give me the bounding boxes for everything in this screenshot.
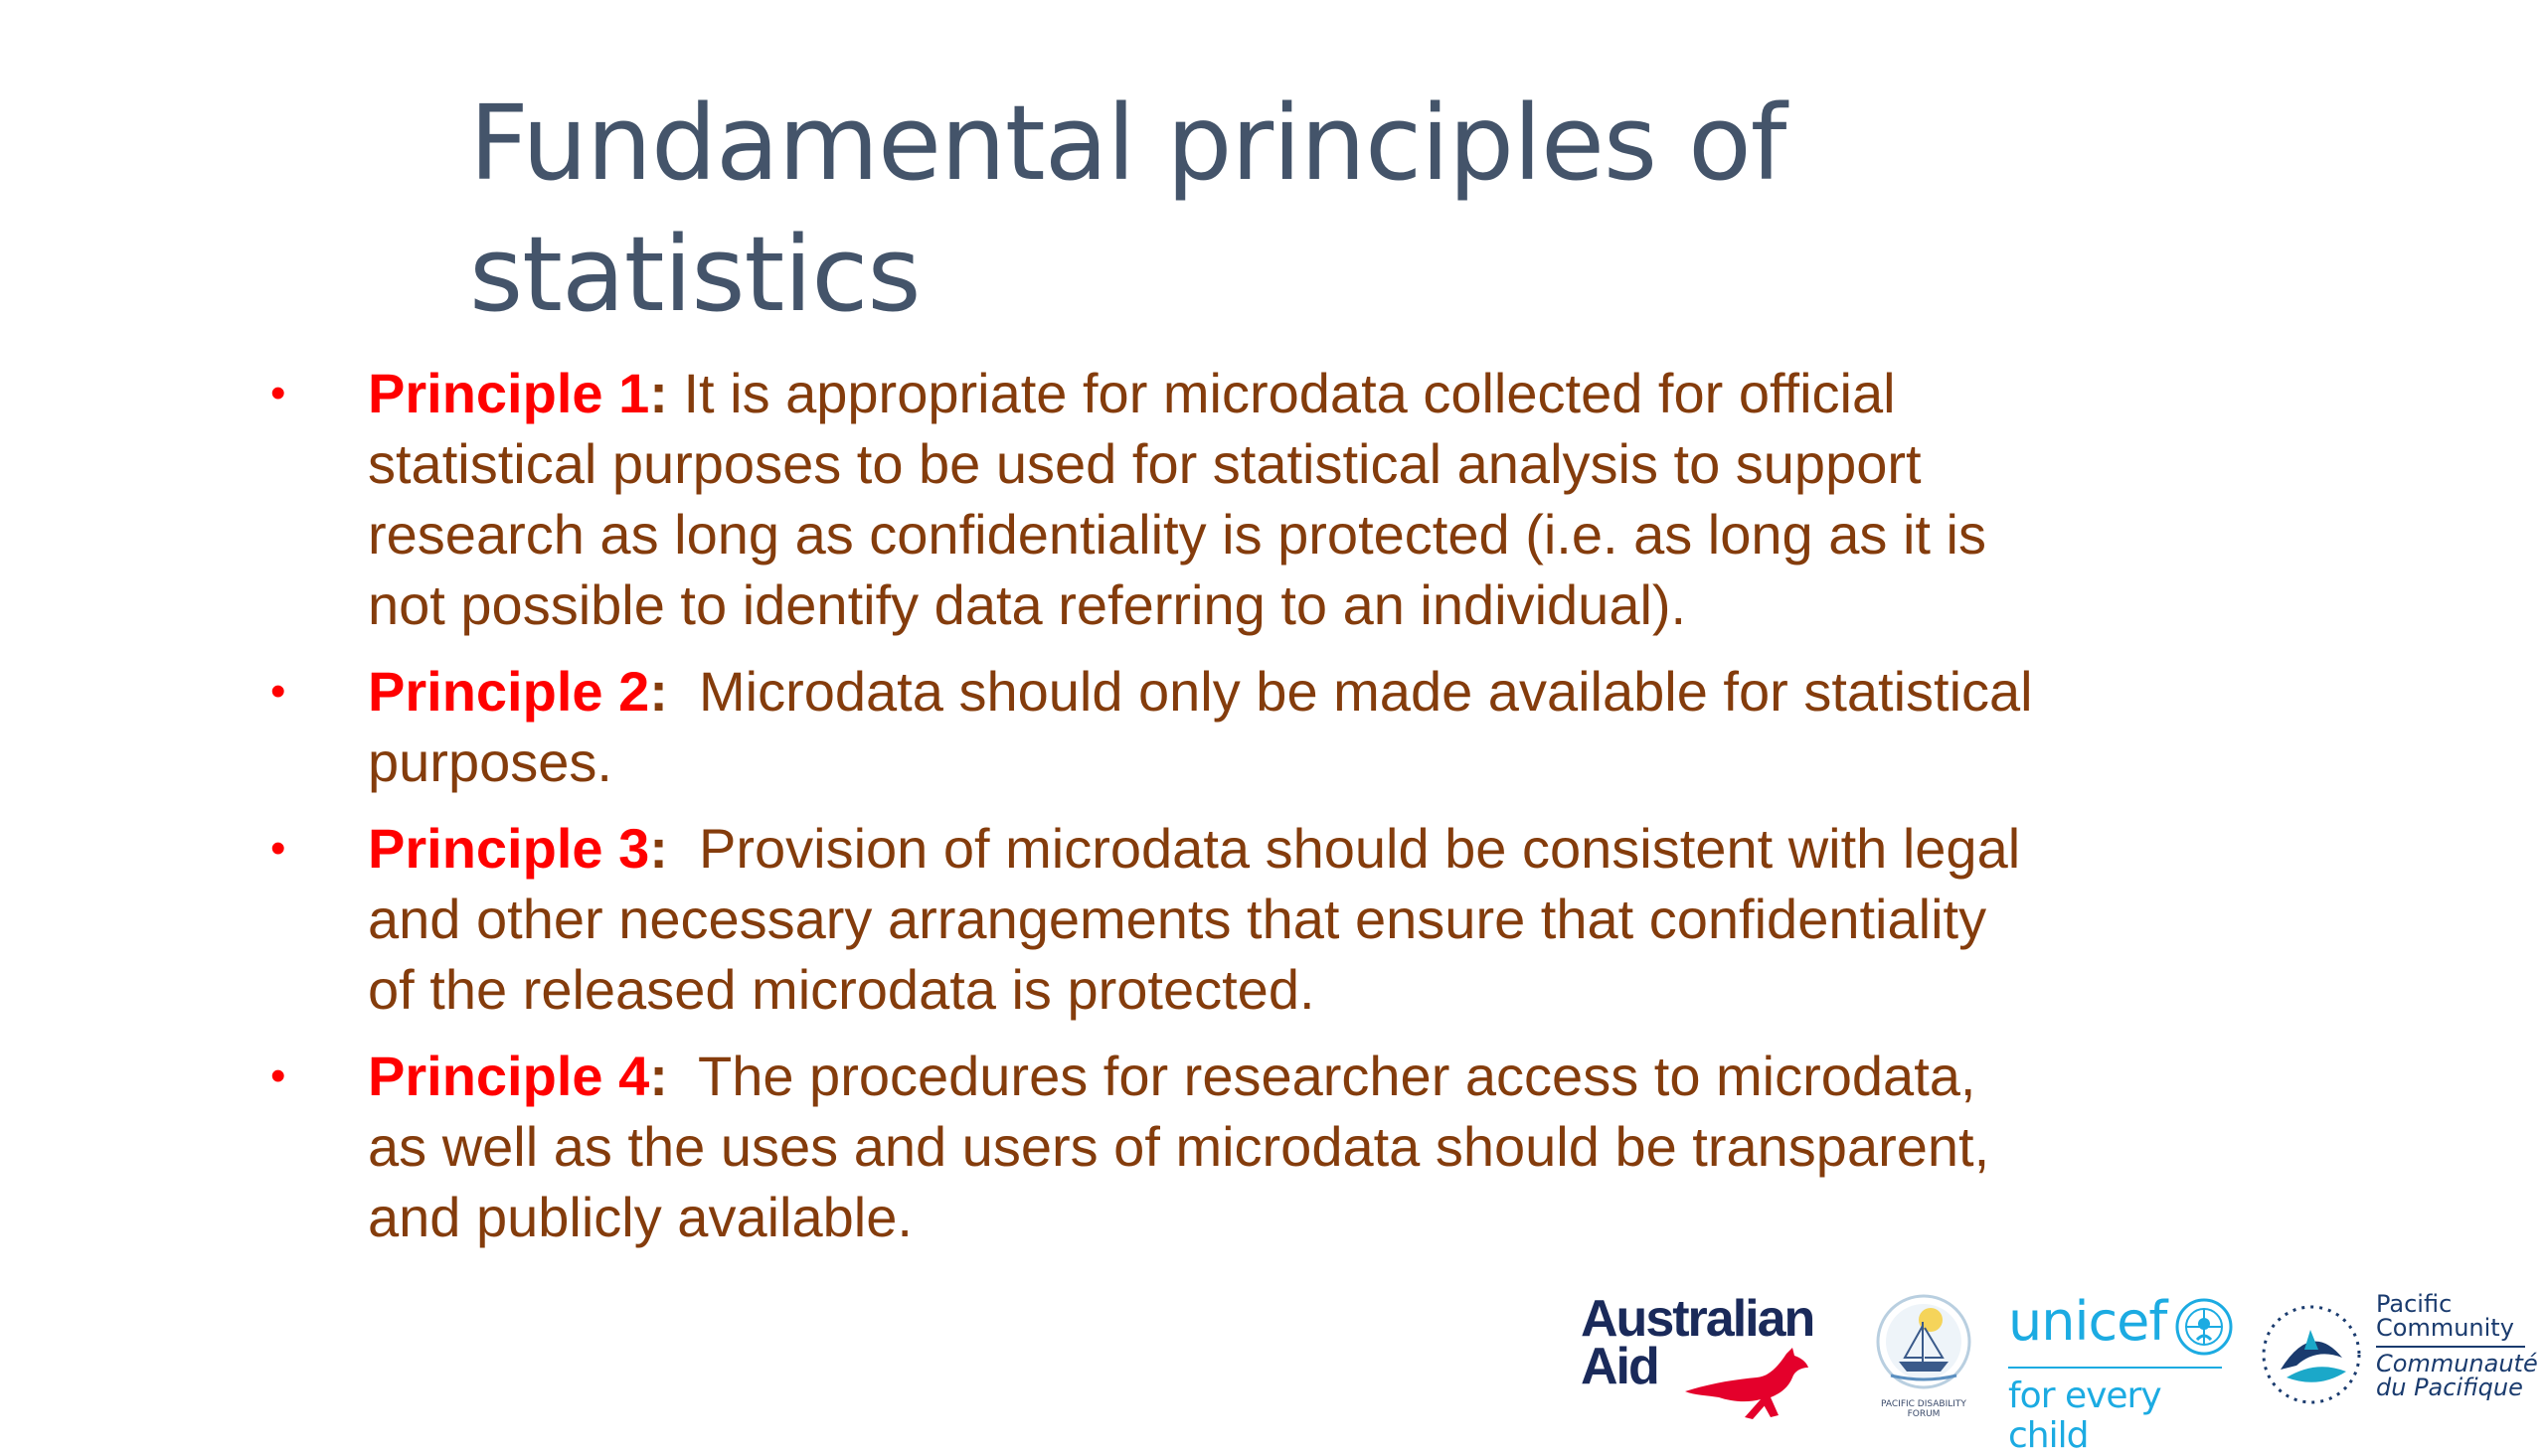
australian-aid-line1: Australian (1581, 1290, 1814, 1348)
bullet: • (270, 369, 286, 417)
spc-line2: Community (2376, 1314, 2514, 1342)
australian-aid-line2: Aid (1581, 1338, 1658, 1395)
principles-list (258, 358, 2048, 1268)
principle-label: Principle 2 (368, 660, 650, 723)
pdf-emblem-icon (1869, 1292, 1978, 1396)
principle-text: Microdata should only be made available for statistical purposes. (368, 660, 2049, 793)
unicef-logo (2008, 1290, 2237, 1456)
pacific-community-logo (2257, 1292, 2545, 1421)
slide-title: Fundamental principles of statistics (469, 82, 1786, 335)
principle-text: The procedures for researcher access to microdata, as well as the uses and users of microdata should be transparent, and publicly available. (368, 1045, 2005, 1248)
principle-text: It is appropriate for microdata collected for official statistical purposes to be used for statistical analysis to support research as long as confidentiality is protected (i.e. as long as it is not possible to identify data referring to an individual). (368, 362, 1986, 636)
principle-item-3 (258, 813, 2048, 1025)
unicef-divider (2008, 1367, 2222, 1369)
principle-item-4 (258, 1041, 2048, 1252)
principle-separator: : (649, 362, 668, 424)
spc-line4: du Pacifique (2376, 1374, 2523, 1401)
principle-separator: : (649, 660, 668, 723)
principle-separator: : (649, 1045, 668, 1107)
spc-divider (2376, 1346, 2525, 1348)
spc-line1: Pacific (2376, 1290, 2453, 1318)
unicef-tagline: for every child (2008, 1375, 2161, 1456)
unicef-name: unicef (2008, 1290, 2167, 1353)
partner-logos (1571, 1282, 2545, 1456)
spc-emblem-icon (2257, 1300, 2366, 1409)
principle-label: Principle 3 (368, 817, 650, 880)
principle-label: Principle 1 (368, 362, 650, 424)
kangaroo-icon (1675, 1344, 1824, 1423)
spc-line3: Communauté (2376, 1350, 2538, 1377)
bullet: • (270, 1052, 286, 1100)
unicef-globe-icon (2173, 1296, 2235, 1358)
principle-separator: : (649, 817, 668, 880)
pacific-disability-forum-logo (1869, 1292, 1978, 1421)
bullet: • (270, 824, 286, 873)
principle-label: Principle 4 (368, 1045, 650, 1107)
australian-aid-logo (1581, 1290, 1849, 1423)
principle-item-2 (258, 656, 2048, 797)
principle-text: Provision of microdata should be consistent with legal and other necessary arrangements that ensure that confidentiality of the released microdata is protected. (368, 817, 2036, 1021)
principle-item-1 (258, 358, 2048, 640)
pdf-caption: PACIFIC DISABILITY FORUM (1881, 1399, 1966, 1419)
bullet: • (270, 667, 286, 716)
